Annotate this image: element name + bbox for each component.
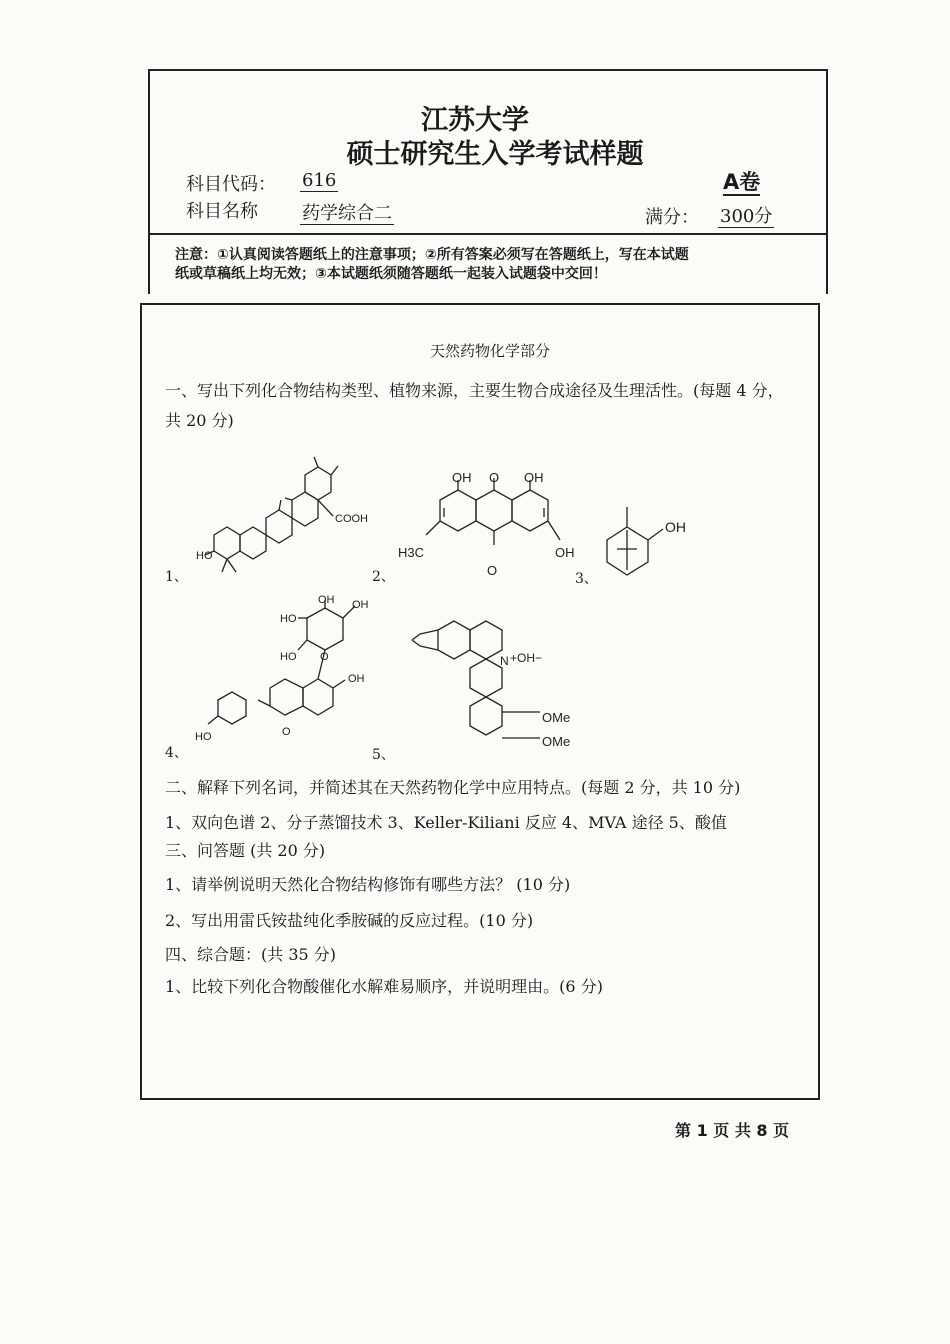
structure-label-4: 4、 xyxy=(165,745,188,761)
s1-cooh-label: COOH xyxy=(335,513,368,525)
exam-title: 硕士研究生入学考试样题 xyxy=(346,139,644,170)
s4-oh-ch2-label: OH xyxy=(352,599,369,611)
s4-o-carbonyl-label: O xyxy=(282,726,291,738)
s5-ome2-label: OMe xyxy=(542,734,571,749)
q2-items: 1、双向色谱 2、分子蒸馏技术 3、Keller-Kiliani 反应 4、MVA 途径 5、酸值 xyxy=(165,813,727,832)
s2-h3c-label: H3C xyxy=(398,545,425,560)
structure-label-2: 2、 xyxy=(372,569,395,585)
q3-title: 三、问答题 (共 20 分) xyxy=(165,841,326,860)
structure-label-1: 1、 xyxy=(165,569,188,585)
structure-label-3: 3、 xyxy=(575,571,598,587)
s4-ho-mid-label: HO xyxy=(280,651,297,663)
structure-3-borneol xyxy=(607,507,663,575)
subject-code-label: 科目代码： xyxy=(186,174,276,195)
s2-oh-right-label: OH xyxy=(524,470,544,485)
s4-oh-top-label: OH xyxy=(318,594,335,606)
page-number: 第 1 页 共 8 页 xyxy=(675,1121,790,1140)
q1-title-line-1: 一、写出下列化合物结构类型、植物来源，主要生物合成途径及生理活性。(每题 4 分， xyxy=(165,381,784,400)
notice-line-2: 纸或草稿纸上均无效；③本试题纸须随答题纸一起装入试题袋中交回！ xyxy=(175,266,607,282)
university-name: 江苏大学 xyxy=(421,105,529,136)
full-score-value: 300分 xyxy=(720,206,773,227)
q2-title: 二、解释下列名词，并简述其在天然药物化学中应用特点。(每题 2 分，共 10 分) xyxy=(165,778,741,797)
section-title: 天然药物化学部分 xyxy=(429,342,550,360)
q1-title-line-2: 共 20 分) xyxy=(165,411,234,430)
s4-ho-bottom-label: HO xyxy=(195,731,212,743)
s5-ome1-label: OMe xyxy=(542,710,571,725)
structure-5-berberine xyxy=(412,621,543,738)
q4-title: 四、综合题：(共 35 分) xyxy=(165,945,337,964)
s3-oh-label: OH xyxy=(665,519,686,535)
s2-o-top-label: O xyxy=(489,470,500,485)
s2-o-bottom-label: O xyxy=(487,563,498,578)
s2-oh-left-label: OH xyxy=(452,470,472,485)
q3-item-1: 1、请举例说明天然化合物结构修饰有哪些方法？ (10 分) xyxy=(165,875,571,894)
subject-code-value: 616 xyxy=(302,170,337,191)
structure-label-5: 5、 xyxy=(372,747,395,763)
structure-1-triterpene xyxy=(205,457,338,572)
s2-oh-bottom-label: OH xyxy=(555,545,575,560)
s4-o-ring-label: O xyxy=(320,651,329,663)
subject-name-value: 药学综合二 xyxy=(302,203,392,224)
s4-oh-right-label: OH xyxy=(348,673,365,685)
notice-line-1: 注意：①认真阅读答题纸上的注意事项；②所有答案必须写在答题纸上，写在本试题 xyxy=(175,247,689,263)
paper-version: A卷 xyxy=(723,170,761,194)
s5-oh-label: +OH− xyxy=(510,651,543,665)
s5-n-label: N xyxy=(500,654,509,668)
q3-item-2: 2、写出用雷氏铵盐纯化季胺碱的反应过程。(10 分) xyxy=(165,911,534,930)
s4-ho-top-label: HO xyxy=(280,613,297,625)
s1-ho-label: HO xyxy=(196,550,213,562)
full-score-label: 满分： xyxy=(645,207,699,228)
q4-item-1: 1、比较下列化合物酸催化水解难易顺序，并说明理由。(6 分) xyxy=(165,977,603,996)
subject-name-label: 科目名称 xyxy=(186,201,258,222)
structure-2-anthraquinone xyxy=(426,478,560,545)
